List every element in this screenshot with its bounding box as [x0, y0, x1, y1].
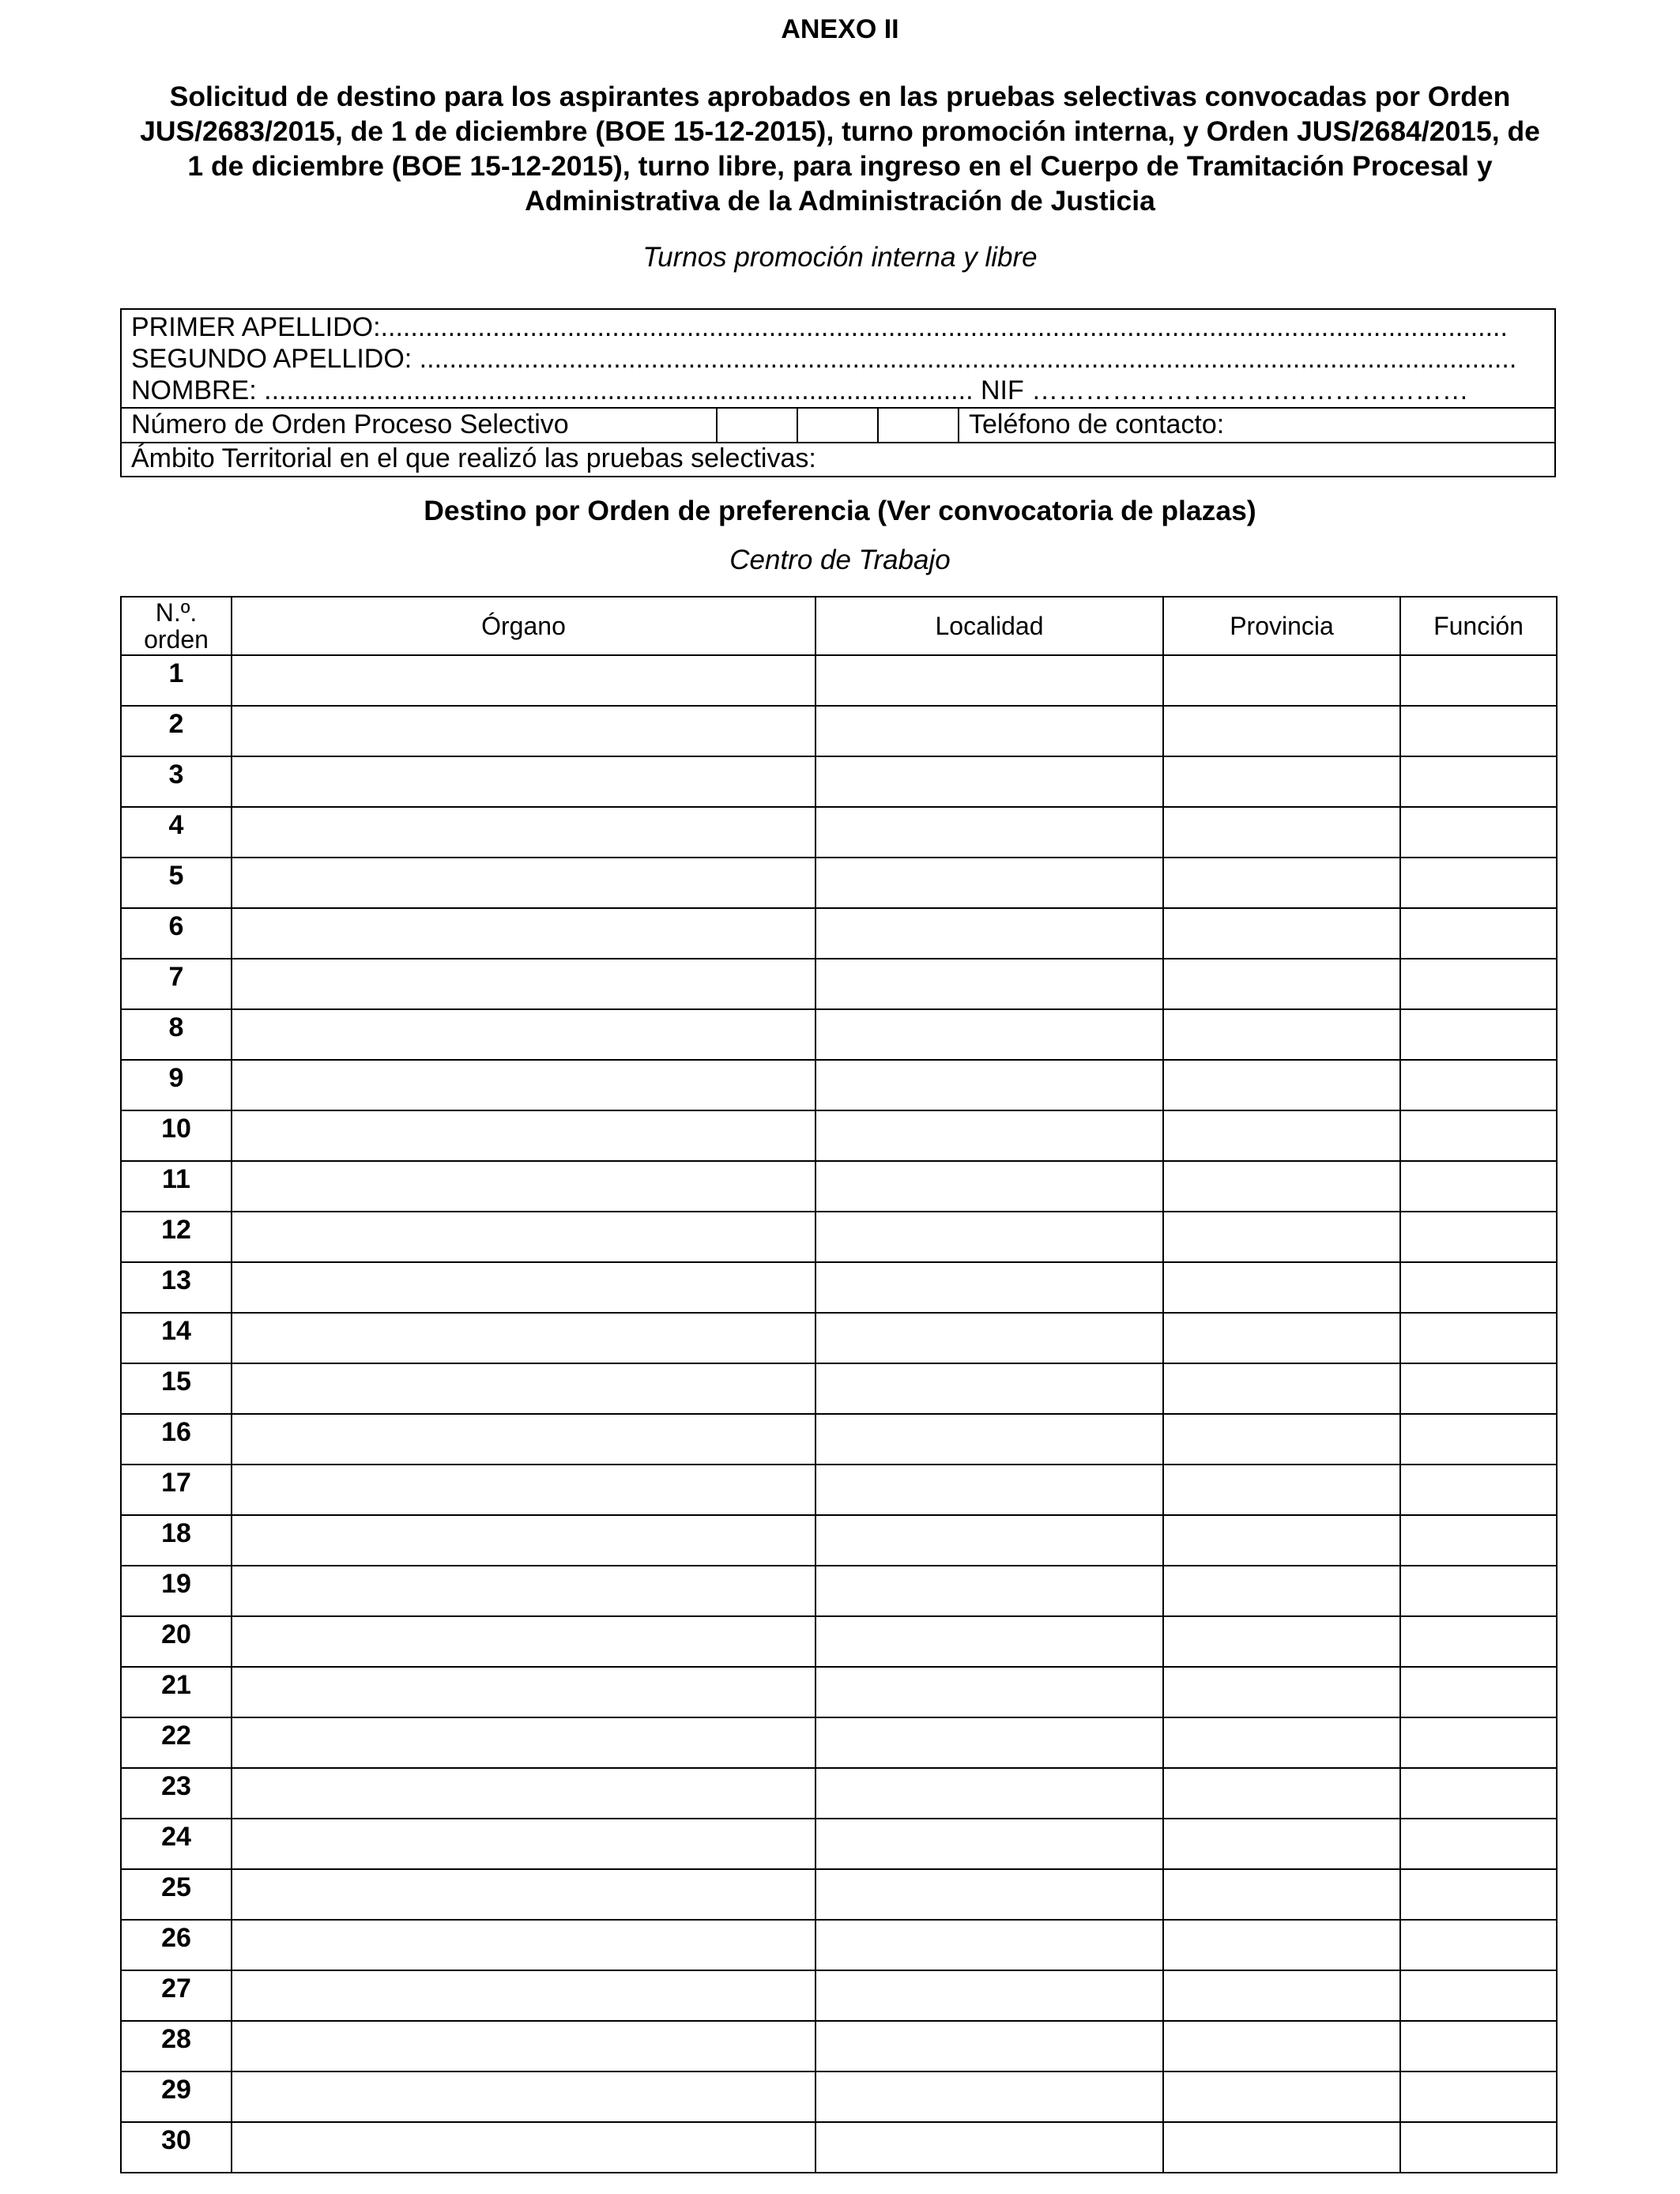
provincia-cell[interactable] — [1163, 1768, 1400, 1819]
funcion-cell[interactable] — [1400, 756, 1557, 807]
row-number: 17 — [121, 1465, 232, 1515]
header-provincia: Provincia — [1163, 597, 1400, 655]
table-row — [121, 807, 1557, 858]
table-row — [121, 2021, 1557, 2071]
organo-cell[interactable] — [232, 1363, 816, 1414]
funcion-cell[interactable] — [1400, 1161, 1557, 1212]
organo-cell[interactable] — [232, 1920, 816, 1970]
organo-cell[interactable] — [232, 1515, 816, 1566]
localidad-cell[interactable] — [816, 1009, 1163, 1060]
table-row — [121, 1819, 1557, 1869]
organo-cell[interactable] — [232, 1414, 816, 1465]
table-row — [121, 1970, 1557, 2021]
numero-orden-box-2[interactable] — [797, 407, 879, 442]
localidad-cell[interactable] — [816, 1161, 1163, 1212]
organo-cell[interactable] — [232, 1262, 816, 1313]
table-row — [121, 2122, 1557, 2173]
organo-cell[interactable] — [232, 1970, 816, 2021]
provincia-cell[interactable] — [1163, 1161, 1400, 1212]
table-body — [121, 655, 1557, 2173]
nombre-nif-field[interactable]: NOMBRE: ............................................................................................... NIF ……………………….………………… — [131, 375, 1469, 405]
organo-cell[interactable] — [232, 2122, 816, 2173]
organo-cell[interactable] — [232, 2021, 816, 2071]
funcion-cell[interactable] — [1400, 1515, 1557, 1566]
provincia-cell[interactable] — [1163, 1920, 1400, 1970]
funcion-cell[interactable] — [1400, 2071, 1557, 2122]
localidad-cell[interactable] — [816, 1717, 1163, 1768]
row-number: 8 — [121, 1009, 232, 1060]
row-number: 6 — [121, 908, 232, 959]
table-row — [121, 1717, 1557, 1768]
primer-apellido-field[interactable]: PRIMER APELLIDO:....................................................................................................................................................... — [131, 312, 1508, 342]
organo-cell[interactable] — [232, 1212, 816, 1262]
row-number: 22 — [121, 1717, 232, 1768]
table-row — [121, 858, 1557, 908]
provincia-cell[interactable] — [1163, 1970, 1400, 2021]
header-organo: Órgano — [232, 597, 816, 655]
provincia-cell[interactable] — [1163, 1009, 1400, 1060]
funcion-cell[interactable] — [1400, 655, 1557, 706]
localidad-cell[interactable] — [816, 1212, 1163, 1262]
organo-cell[interactable] — [232, 1616, 816, 1667]
organo-cell[interactable] — [232, 1819, 816, 1869]
organo-cell[interactable] — [232, 959, 816, 1009]
funcion-cell[interactable] — [1400, 1768, 1557, 1819]
localidad-cell[interactable] — [816, 1465, 1163, 1515]
header-funcion: Función — [1400, 597, 1557, 655]
table-row — [121, 655, 1557, 706]
organo-cell[interactable] — [232, 2071, 816, 2122]
funcion-cell[interactable] — [1400, 908, 1557, 959]
row-number: 1 — [121, 655, 232, 706]
funcion-cell[interactable] — [1400, 706, 1557, 756]
localidad-cell[interactable] — [816, 2122, 1163, 2173]
provincia-cell[interactable] — [1163, 1717, 1400, 1768]
organo-cell[interactable] — [232, 1667, 816, 1717]
provincia-cell[interactable] — [1163, 1212, 1400, 1262]
localidad-cell[interactable] — [816, 2021, 1163, 2071]
ambito-row — [122, 442, 1554, 476]
funcion-cell[interactable] — [1400, 807, 1557, 858]
row-number: 4 — [121, 807, 232, 858]
organo-cell[interactable] — [232, 1717, 816, 1768]
provincia-cell[interactable] — [1163, 1414, 1400, 1465]
funcion-cell[interactable] — [1400, 2122, 1557, 2173]
localidad-cell[interactable] — [816, 1414, 1163, 1465]
funcion-cell[interactable] — [1400, 1414, 1557, 1465]
row-number: 24 — [121, 1819, 232, 1869]
funcion-cell[interactable] — [1400, 1970, 1557, 2021]
organo-cell[interactable] — [232, 756, 816, 807]
table-row — [121, 1768, 1557, 1819]
localidad-cell[interactable] — [816, 1262, 1163, 1313]
localidad-cell[interactable] — [816, 1920, 1163, 1970]
row-number: 11 — [121, 1161, 232, 1212]
table-row — [121, 1566, 1557, 1616]
localidad-cell[interactable] — [816, 1819, 1163, 1869]
row-number: 27 — [121, 1970, 232, 2021]
row-number: 26 — [121, 1920, 232, 1970]
table-row — [121, 1869, 1557, 1920]
table-row — [121, 1262, 1557, 1313]
localidad-cell[interactable] — [816, 1060, 1163, 1110]
localidad-cell[interactable] — [816, 1970, 1163, 2021]
table-row — [121, 1161, 1557, 1212]
destino-heading: Destino por Orden de preferencia (Ver convocatoria de plazas) — [424, 495, 1256, 526]
funcion-cell[interactable] — [1400, 1819, 1557, 1869]
provincia-cell[interactable] — [1163, 1616, 1400, 1667]
localidad-cell[interactable] — [816, 1616, 1163, 1667]
table-row — [121, 1363, 1557, 1414]
table-row — [121, 1616, 1557, 1667]
table-row — [121, 1414, 1557, 1465]
row-number: 21 — [121, 1667, 232, 1717]
ambito-territorial-field[interactable]: Ámbito Territorial en el que realizó las pruebas selectivas: — [131, 443, 816, 473]
telefono-field[interactable]: Teléfono de contacto: — [958, 407, 1554, 442]
centro-trabajo-subheading: Centro de Trabajo — [729, 545, 951, 575]
organo-cell[interactable] — [232, 1768, 816, 1819]
localidad-cell[interactable] — [816, 1667, 1163, 1717]
provincia-cell[interactable] — [1163, 1667, 1400, 1717]
localidad-cell[interactable] — [816, 1768, 1163, 1819]
funcion-cell[interactable] — [1400, 1616, 1557, 1667]
table-row — [121, 1920, 1557, 1970]
localidad-cell[interactable] — [816, 2071, 1163, 2122]
row-number: 23 — [121, 1768, 232, 1819]
localidad-cell[interactable] — [816, 756, 1163, 807]
table-row — [121, 1313, 1557, 1363]
organo-cell[interactable] — [232, 1161, 816, 1212]
row-number: 29 — [121, 2071, 232, 2122]
orden-telefono-row — [122, 407, 1554, 443]
header-localidad: Localidad — [816, 597, 1163, 655]
provincia-cell[interactable] — [1163, 908, 1400, 959]
organo-cell[interactable] — [232, 1009, 816, 1060]
organo-cell[interactable] — [232, 1313, 816, 1363]
annex-title: ANEXO II — [781, 14, 899, 44]
organo-cell[interactable] — [232, 1110, 816, 1161]
row-number: 5 — [121, 858, 232, 908]
funcion-cell[interactable] — [1400, 1009, 1557, 1060]
row-number: 15 — [121, 1363, 232, 1414]
provincia-cell[interactable] — [1163, 1313, 1400, 1363]
table-header-row — [121, 597, 1557, 655]
row-number: 9 — [121, 1060, 232, 1110]
table-row — [121, 1667, 1557, 1717]
provincia-cell[interactable] — [1163, 1465, 1400, 1515]
localidad-cell[interactable] — [816, 807, 1163, 858]
preference-table — [120, 596, 1558, 2173]
row-number: 12 — [121, 1212, 232, 1262]
provincia-cell[interactable] — [1163, 706, 1400, 756]
organo-cell[interactable] — [232, 1465, 816, 1515]
table-row — [121, 1009, 1557, 1060]
row-number: 16 — [121, 1414, 232, 1465]
funcion-cell[interactable] — [1400, 1717, 1557, 1768]
applicant-name-section — [122, 310, 1554, 409]
organo-cell[interactable] — [232, 807, 816, 858]
provincia-cell[interactable] — [1163, 1110, 1400, 1161]
provincia-cell[interactable] — [1163, 959, 1400, 1009]
funcion-cell[interactable] — [1400, 959, 1557, 1009]
organo-cell[interactable] — [232, 1566, 816, 1616]
row-number: 28 — [121, 2021, 232, 2071]
organo-cell[interactable] — [232, 1060, 816, 1110]
localidad-cell[interactable] — [816, 1869, 1163, 1920]
table-row — [121, 2071, 1557, 2122]
document-title: Solicitud de destino para los aspirantes aprobados en las pruebas selectivas convocadas por Orden JUS/2683/2015, de 1 de diciembre (BOE 15-12-2015), turno promoción interna, y Orden JUS/2684/2015, de 1 de diciembre (BOE 15-12-2015), turno libre, para ingreso en el Cuerpo de Tramitación Procesal y Administrativa de la Administración de Justicia — [140, 81, 1540, 217]
localidad-cell[interactable] — [816, 959, 1163, 1009]
table-row — [121, 1465, 1557, 1515]
row-number: 18 — [121, 1515, 232, 1566]
provincia-cell[interactable] — [1163, 2071, 1400, 2122]
row-number: 14 — [121, 1313, 232, 1363]
row-number: 20 — [121, 1616, 232, 1667]
table-row — [121, 706, 1557, 756]
funcion-cell[interactable] — [1400, 1262, 1557, 1313]
organo-cell[interactable] — [232, 908, 816, 959]
localidad-cell[interactable] — [816, 1363, 1163, 1414]
provincia-cell[interactable] — [1163, 756, 1400, 807]
localidad-cell[interactable] — [816, 1566, 1163, 1616]
localidad-cell[interactable] — [816, 908, 1163, 959]
organo-cell[interactable] — [232, 1869, 816, 1920]
organo-cell[interactable] — [232, 858, 816, 908]
document-subtitle: Turnos promoción interna y libre — [642, 242, 1038, 273]
localidad-cell[interactable] — [816, 1313, 1163, 1363]
table-row — [121, 908, 1557, 959]
funcion-cell[interactable] — [1400, 2021, 1557, 2071]
organo-cell[interactable] — [232, 706, 816, 756]
provincia-cell[interactable] — [1163, 807, 1400, 858]
table-row — [121, 756, 1557, 807]
numero-orden-label: Número de Orden Proceso Selectivo — [131, 409, 569, 439]
table-row — [121, 1515, 1557, 1566]
funcion-cell[interactable] — [1400, 1869, 1557, 1920]
row-number: 3 — [121, 756, 232, 807]
row-number: 25 — [121, 1869, 232, 1920]
provincia-cell[interactable] — [1163, 1515, 1400, 1566]
numero-orden-box-1[interactable] — [716, 407, 798, 442]
provincia-cell[interactable] — [1163, 858, 1400, 908]
funcion-cell[interactable] — [1400, 1667, 1557, 1717]
provincia-cell[interactable] — [1163, 1363, 1400, 1414]
row-number: 13 — [121, 1262, 232, 1313]
numero-orden-box-3[interactable] — [877, 407, 959, 442]
provincia-cell[interactable] — [1163, 1819, 1400, 1869]
row-number: 7 — [121, 959, 232, 1009]
funcion-cell[interactable] — [1400, 1566, 1557, 1616]
funcion-cell[interactable] — [1400, 1363, 1557, 1414]
funcion-cell[interactable] — [1400, 1060, 1557, 1110]
provincia-cell[interactable] — [1163, 2122, 1400, 2173]
funcion-cell[interactable] — [1400, 1313, 1557, 1363]
table-row — [121, 1212, 1557, 1262]
header-numero-orden: N.º. orden — [121, 597, 232, 655]
localidad-cell[interactable] — [816, 655, 1163, 706]
organo-cell[interactable] — [232, 655, 816, 706]
provincia-cell[interactable] — [1163, 2021, 1400, 2071]
segundo-apellido-field[interactable]: SEGUNDO APELLIDO: ................................................................................................................................................... — [131, 344, 1517, 374]
provincia-cell[interactable] — [1163, 1869, 1400, 1920]
funcion-cell[interactable] — [1400, 1920, 1557, 1970]
table-row — [121, 1060, 1557, 1110]
row-number: 10 — [121, 1110, 232, 1161]
table-row — [121, 1110, 1557, 1161]
row-number: 30 — [121, 2122, 232, 2173]
provincia-cell[interactable] — [1163, 1060, 1400, 1110]
table-row — [121, 959, 1557, 1009]
localidad-cell[interactable] — [816, 1110, 1163, 1161]
localidad-cell[interactable] — [816, 1515, 1163, 1566]
provincia-cell[interactable] — [1163, 655, 1400, 706]
localidad-cell[interactable] — [816, 858, 1163, 908]
funcion-cell[interactable] — [1400, 1465, 1557, 1515]
funcion-cell[interactable] — [1400, 1212, 1557, 1262]
provincia-cell[interactable] — [1163, 1566, 1400, 1616]
provincia-cell[interactable] — [1163, 1262, 1400, 1313]
row-number: 2 — [121, 706, 232, 756]
applicant-data-box — [120, 308, 1556, 477]
funcion-cell[interactable] — [1400, 858, 1557, 908]
localidad-cell[interactable] — [816, 706, 1163, 756]
funcion-cell[interactable] — [1400, 1110, 1557, 1161]
row-number: 19 — [121, 1566, 232, 1616]
